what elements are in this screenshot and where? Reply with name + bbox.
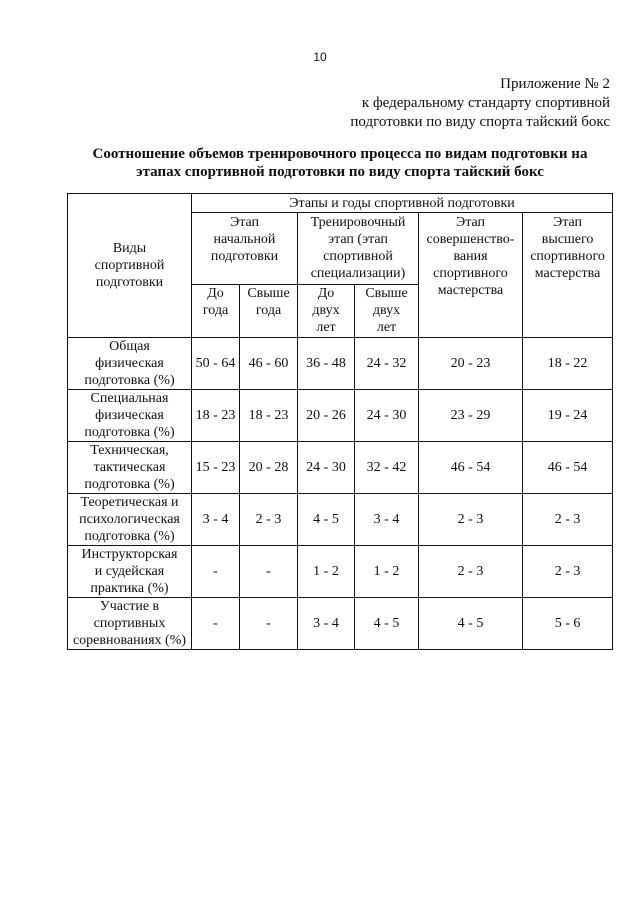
header-stage-training <box>298 213 419 285</box>
header-kinds-line: Виды <box>112 241 147 256</box>
value-cell: 24 - 32 <box>355 338 419 390</box>
value-cell: 15 - 23 <box>192 442 240 494</box>
row-kind-cell <box>68 494 192 546</box>
appendix-line: Приложение № 2 <box>500 76 610 92</box>
value-cell: 24 - 30 <box>355 390 419 442</box>
header-sub-over-year <box>240 285 298 338</box>
value-cell: 24 - 30 <box>298 442 355 494</box>
value-cell: 50 - 64 <box>192 338 240 390</box>
appendix-note <box>350 75 610 132</box>
table-row <box>68 390 613 442</box>
header-line: совершенство- <box>426 232 515 247</box>
value-cell: - <box>240 598 298 650</box>
header-line: вания <box>453 249 488 264</box>
value-cell: 46 - 54 <box>523 442 613 494</box>
page-number: 10 <box>313 50 327 64</box>
header-line: спортивного <box>530 249 605 264</box>
header-kinds-line: спортивной <box>94 258 165 273</box>
row-kind-line: Общая <box>109 339 150 354</box>
value-cell: 20 - 26 <box>298 390 355 442</box>
header-line: года <box>255 303 282 318</box>
row-kind-cell <box>68 442 192 494</box>
header-line: До <box>207 286 224 301</box>
header-line: Свыше <box>365 286 408 301</box>
value-cell: 3 - 4 <box>355 494 419 546</box>
value-cell: 2 - 3 <box>419 494 523 546</box>
value-cell: 46 - 54 <box>419 442 523 494</box>
value-cell: 3 - 4 <box>192 494 240 546</box>
header-line: подготовки <box>210 249 279 264</box>
header-line: мастерства <box>534 266 601 281</box>
row-kind-line: Теоретическая и <box>80 495 179 510</box>
value-cell: 1 - 2 <box>298 546 355 598</box>
header-sub-upto-two <box>298 285 355 338</box>
table-row <box>68 494 613 546</box>
header-line: спортивной <box>323 249 393 264</box>
header-line: года <box>202 303 229 318</box>
row-kind-cell <box>68 598 192 650</box>
value-cell: 2 - 3 <box>419 546 523 598</box>
header-sub-over-two <box>355 285 419 338</box>
row-kind-cell <box>68 546 192 598</box>
header-line: мастерства <box>437 283 504 298</box>
value-cell: 20 - 23 <box>419 338 523 390</box>
value-cell: 46 - 60 <box>240 338 298 390</box>
header-stage-initial <box>192 213 298 285</box>
value-cell: - <box>240 546 298 598</box>
training-ratio-table <box>67 193 613 650</box>
value-cell: 23 - 29 <box>419 390 523 442</box>
row-kind-line: практика (%) <box>90 581 169 596</box>
header-line: Тренировочный <box>310 215 406 230</box>
value-cell: 18 - 23 <box>240 390 298 442</box>
header-line: Этап <box>553 215 583 230</box>
header-stage-improvement <box>419 213 523 338</box>
row-kind-line: Специальная <box>90 391 169 406</box>
header-line: Этап <box>229 215 260 230</box>
row-kind-line: Техническая, <box>90 443 169 458</box>
header-line: начальной <box>213 232 276 247</box>
appendix-line: к федеральному стандарту спортивной <box>361 95 610 111</box>
row-kind-line: Участие в <box>99 599 160 614</box>
value-cell: 4 - 5 <box>298 494 355 546</box>
header-kinds-line: подготовки <box>95 275 164 290</box>
value-cell: - <box>192 598 240 650</box>
header-line: двух <box>312 303 340 318</box>
row-kind-line: подготовка (%) <box>84 425 175 440</box>
header-row <box>68 194 613 213</box>
row-kind-line: подготовка (%) <box>84 529 175 544</box>
row-kind-cell <box>68 390 192 442</box>
value-cell: 2 - 3 <box>523 546 613 598</box>
title-line: этапах спортивной подготовки по виду спорта тайский бокс <box>136 164 544 180</box>
value-cell: 2 - 3 <box>523 494 613 546</box>
row-kind-cell <box>68 338 192 390</box>
row-kind-line: соревнованиях (%) <box>72 633 187 648</box>
table-row <box>68 546 613 598</box>
header-sub-upto-year <box>192 285 240 338</box>
header-line: Этап <box>455 215 486 230</box>
row-kind-line: психологическая <box>79 512 180 527</box>
value-cell: 3 - 4 <box>298 598 355 650</box>
header-line: Свыше <box>247 286 290 301</box>
value-cell: 36 - 48 <box>298 338 355 390</box>
header-line: лет <box>376 320 397 335</box>
header-line: До <box>317 286 335 301</box>
appendix-line: подготовки по виду спорта тайский бокс <box>350 114 610 130</box>
table-row <box>68 442 613 494</box>
row-kind-line: Инструкторская <box>81 547 178 562</box>
value-cell: 32 - 42 <box>355 442 419 494</box>
header-line: лет <box>316 320 336 335</box>
document-title <box>40 145 640 181</box>
header-line: двух <box>372 303 401 318</box>
value-cell: 4 - 5 <box>355 598 419 650</box>
value-cell: 18 - 22 <box>523 338 613 390</box>
value-cell: 4 - 5 <box>419 598 523 650</box>
title-line: Соотношение объемов тренировочного процесса по видам подготовки на <box>92 146 588 162</box>
header-kinds <box>68 194 192 338</box>
value-cell: 5 - 6 <box>523 598 613 650</box>
header-stage-highest <box>523 213 613 338</box>
value-cell: 2 - 3 <box>240 494 298 546</box>
header-stages-group: Этапы и годы спортивной подготовки <box>192 194 613 213</box>
row-kind-line: подготовка (%) <box>84 373 175 388</box>
row-kind-line: и судейская <box>94 564 165 579</box>
value-cell: 18 - 23 <box>192 390 240 442</box>
row-kind-line: тактическая <box>93 460 166 475</box>
row-kind-line: физическая <box>95 408 164 423</box>
row-kind-line: спортивных <box>93 616 166 631</box>
header-line: спортивного <box>433 266 508 281</box>
table-row <box>68 598 613 650</box>
row-kind-line: физическая <box>95 356 164 371</box>
header-line: этап (этап <box>328 232 388 247</box>
value-cell: 1 - 2 <box>355 546 419 598</box>
header-line: высшего <box>541 232 594 247</box>
value-cell: - <box>192 546 240 598</box>
table-row <box>68 338 613 390</box>
row-kind-line: подготовка (%) <box>84 477 175 492</box>
value-cell: 19 - 24 <box>523 390 613 442</box>
header-line: специализации) <box>310 266 406 281</box>
value-cell: 20 - 28 <box>240 442 298 494</box>
